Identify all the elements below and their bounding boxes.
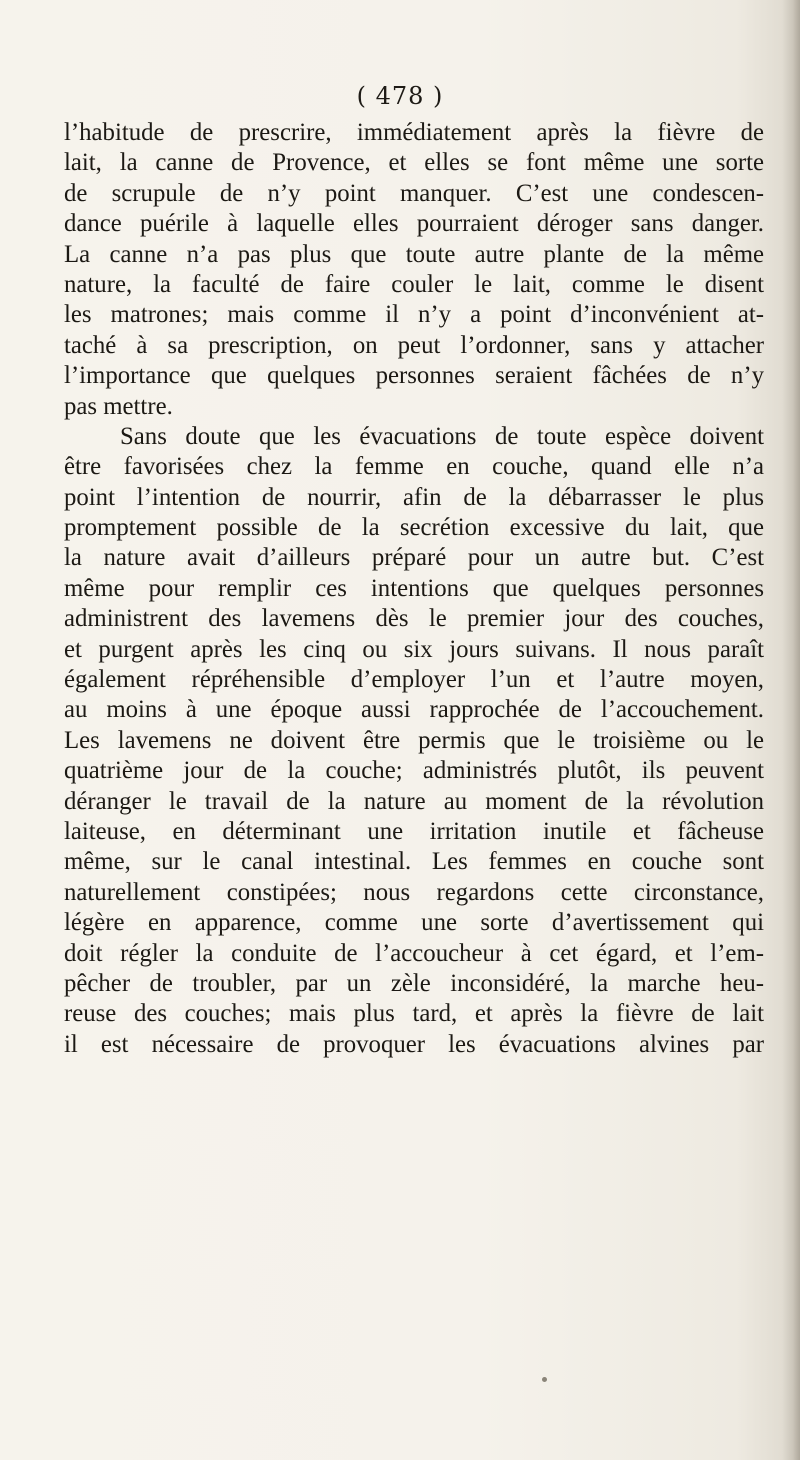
text-line: administrent des lavemens dès le premier jour des couches,: [64, 605, 764, 633]
text-line: lait, la canne de Provence, et elles se font même une sorte: [64, 149, 764, 177]
paragraph-2: [64, 422, 764, 1060]
text-line: il est nécessaire de provoquer les évacuations alvines par: [64, 1030, 764, 1058]
text-line: même pour remplir ces intentions que quelques personnes: [64, 574, 764, 602]
paragraph-1: [64, 118, 764, 422]
page-number: ( 478 ): [356, 82, 444, 110]
text-line: Sans doute que les évacuations de toute espèce doivent: [120, 422, 764, 450]
text-line: légère en apparence, comme une sorte d’avertissement qui: [64, 909, 764, 937]
text-line: nature, la faculté de faire couler le lait, comme le disent: [64, 270, 764, 298]
page-edge-shadow: [782, 0, 800, 1460]
text-line: pas mettre.: [64, 392, 173, 420]
text-line: dance puérile à laquelle elles pourraient déroger sans danger.: [64, 210, 764, 238]
text-line: au moins à une époque aussi rapprochée de l’accouchement.: [64, 696, 764, 724]
text-line: déranger le travail de la nature au moment de la révolution: [64, 787, 764, 815]
text-line: doit régler la conduite de l’accoucheur à cet égard, et l’em-: [64, 939, 764, 967]
body-text: [64, 118, 764, 1060]
text-line: naturellement constipées; nous regardons cette circonstance,: [64, 878, 764, 906]
text-line: et purgent après les cinq ou six jours suivans. Il nous paraît: [64, 635, 764, 663]
paper-speck: [542, 1377, 547, 1382]
text-line: taché à sa prescription, on peut l’ordonner, sans y attacher: [64, 331, 764, 359]
text-line: promptement possible de la secrétion excessive du lait, que: [64, 514, 764, 542]
text-line: pêcher de troubler, par un zèle inconsidéré, la marche heu-: [64, 969, 764, 997]
text-line: également répréhensible d’employer l’un et l’autre moyen,: [64, 666, 764, 694]
text-line: La canne n’a pas plus que toute autre plante de la même: [64, 240, 764, 268]
text-line: Les lavemens ne doivent être permis que le troisième ou le: [64, 726, 764, 754]
text-line: reuse des couches; mais plus tard, et après la fièvre de lait: [64, 1000, 764, 1028]
text-line: même, sur le canal intestinal. Les femmes en couche sont: [64, 848, 764, 876]
text-line: quatrième jour de la couche; administrés plutôt, ils peuvent: [64, 757, 764, 785]
text-line: la nature avait d’ailleurs préparé pour un autre but. C’est: [64, 544, 764, 572]
text-line: point l’intention de nourrir, afin de la débarrasser le plus: [64, 483, 764, 511]
text-line: laiteuse, en déterminant une irritation inutile et fâcheuse: [64, 817, 764, 845]
text-line: être favorisées chez la femme en couche, quand elle n’a: [64, 453, 764, 481]
text-line: les matrones; mais comme il n’y a point d’inconvénient at-: [64, 301, 764, 329]
text-line: l’importance que quelques personnes seraient fâchées de n’y: [64, 362, 764, 390]
text-line: de scrupule de n’y point manquer. C’est une condescen-: [64, 179, 764, 207]
text-line: l’habitude de prescrire, immédiatement après la fièvre de: [64, 119, 764, 146]
